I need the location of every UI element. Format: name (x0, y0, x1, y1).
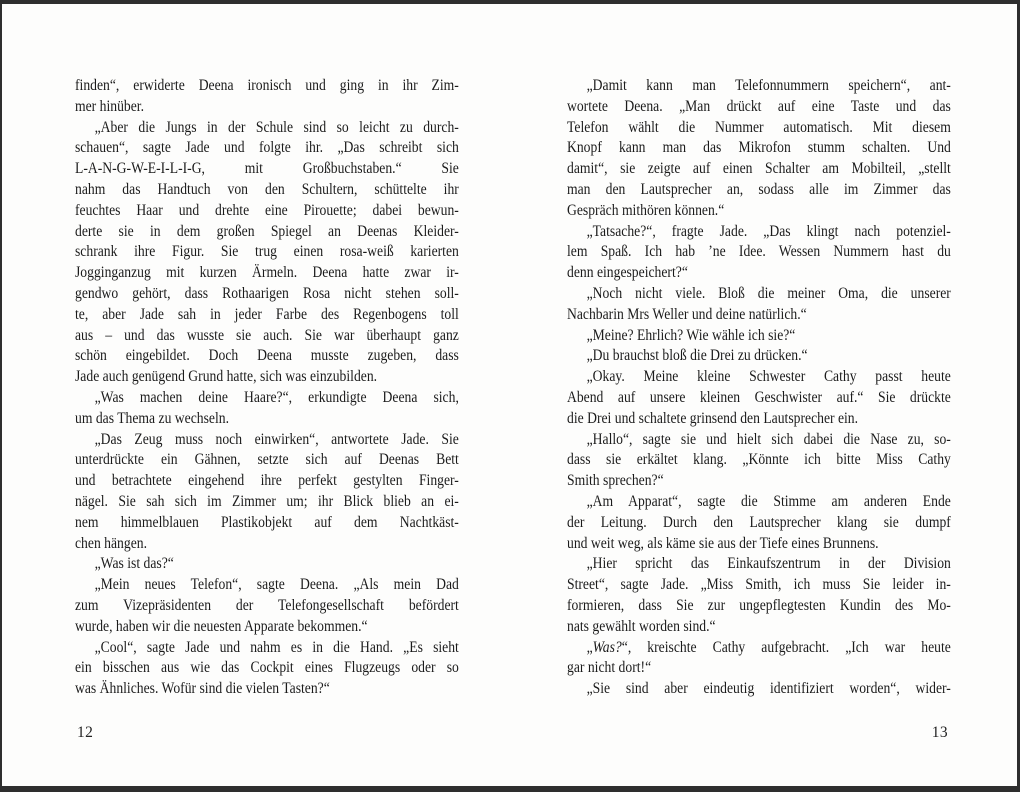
text-line: aus – und das wusste sie auch. Sie war überhaupt ganz (75, 326, 459, 347)
text-line: te, aber Jade sah in jeder Farbe des Regenbogens toll (75, 305, 459, 326)
text-line: gar nicht dort!“ (567, 658, 951, 679)
text-line: dass sie erkältet klang. „Könnte ich bitte Miss Cathy (567, 450, 951, 471)
text-line: zum Vizepräsidenten der Telefongesellschaft befördert (75, 596, 459, 617)
text-line: damit“, sie zeigte auf einen Schalter am Mobilteil, „stellt (567, 159, 951, 180)
text-line: „Hier spricht das Einkaufszentrum in der Division (567, 554, 951, 575)
text-line: Jade auch genügend Grund hatte, sich was einzubilden. (75, 367, 459, 388)
text-line: wortete Deena. „Man drückt auf eine Taste und das (567, 97, 951, 118)
text-line: schön eingebildet. Doch Deena musste zugeben, dass (75, 346, 459, 367)
text-line: und weit weg, als käme sie aus der Tiefe eines Brunnens. (567, 534, 951, 555)
text-line: Nachbarin Mrs Weller und deine natürlich.“ (567, 305, 951, 326)
text-line: „Hallo“, sagte sie und hielt sich dabei die Nase zu, so- (567, 430, 951, 451)
text-line: um das Thema zu wechseln. (75, 409, 459, 430)
text-line: „Du brauchst bloß die Drei zu drücken.“ (567, 346, 951, 367)
page-right-text-column (567, 76, 951, 700)
text-line: „Tatsache?“, fragte Jade. „Das klingt nach potenziel- (567, 222, 951, 243)
text-line: L-A-N-G-W-E-I-L-I-G, mit Großbuchstaben.“ Sie (75, 159, 459, 180)
text-line: finden“, erwiderte Deena ironisch und ging in ihr Zim- (75, 76, 459, 97)
text-line: unterdrückte ein Gähnen, setzte sich auf Deenas Bett (75, 450, 459, 471)
text-line: „Okay. Meine kleine Schwester Cathy passt heute (567, 367, 951, 388)
text-line: Smith sprechen?“ (567, 471, 951, 492)
page-left (2, 4, 510, 796)
text-line: schrank ihre Figur. Sie trug einen rosa-weiß karierten (75, 242, 459, 263)
text-line: „Sie sind aber eindeutig identifiziert worden“, wider- (567, 679, 951, 700)
text-line: ein bisschen aus wie das Cockpit eines Flugzeugs oder so (75, 658, 459, 679)
page-number-left: 12 (77, 724, 93, 742)
text-line: „Cool“, sagte Jade und nahm es in die Hand. „Es sieht (75, 638, 459, 659)
text-line: Knopf kann man das Mikrofon stumm schalten. Und (567, 138, 951, 159)
text-line: formieren, dass Sie zur ungepflegtesten Kundin des Mo- (567, 596, 951, 617)
text-line: Street“, sagte Jade. „Miss Smith, ich muss Sie leider in- (567, 575, 951, 596)
text-line: „Damit kann man Telefonnummern speichern“, ant- (567, 76, 951, 97)
text-line: „Mein neues Telefon“, sagte Deena. „Als mein Dad (75, 575, 459, 596)
text-line: man den Lautsprecher an, sodass alle im Zimmer das (567, 180, 951, 201)
text-line: feuchtes Haar und drehte eine Pirouette; dabei bewun- (75, 201, 459, 222)
text-line: Jogginganzug mit kurzen Ärmeln. Deena hatte zwar ir- (75, 263, 459, 284)
text-line: „Aber die Jungs in der Schule sind so leicht zu durch- (75, 118, 459, 139)
text-line: Telefon wählt die Nummer automatisch. Mit diesem (567, 118, 951, 139)
text-line: derte sie in dem großen Spiegel an Deenas Kleider- (75, 222, 459, 243)
text-line: der Leitung. Durch den Lautsprecher klang sie dumpf (567, 513, 951, 534)
text-line: mer hinüber. (75, 97, 459, 118)
text-line: Abend auf unsere kleinen Geschwister auf.“ Sie drückte (567, 388, 951, 409)
text-line: und betrachtete eingehend ihre perfekt gestylten Finger- (75, 471, 459, 492)
text-line: „Was machen deine Haare?“, erkundigte Deena sich, (75, 388, 459, 409)
text-line: schauen“, sagte Jade und folgte ihr. „Das schreibt sich (75, 138, 459, 159)
text-line: „Was ist das?“ (75, 554, 459, 575)
text-line: „Was?“, kreischte Cathy aufgebracht. „Ich war heute (567, 638, 951, 659)
text-line: nats gewählt worden sind.“ (567, 617, 951, 638)
page-number-right: 13 (567, 724, 948, 742)
page-left-text-column (75, 76, 459, 700)
text-line: die Drei und schaltete grinsend den Lautsprecher ein. (567, 409, 951, 430)
text-line: nägel. Sie sah sich im Zimmer um; ihr Blick blieb an ei- (75, 492, 459, 513)
text-line: denn eingespeichert?“ (567, 263, 951, 284)
text-line: nahm das Handtuch von den Schultern, schüttelte ihr (75, 180, 459, 201)
page-right (512, 4, 1020, 796)
text-line: „Noch nicht viele. Bloß die meiner Oma, die unserer (567, 284, 951, 305)
text-line: was Ähnliches. Wofür sind die vielen Tasten?“ (75, 679, 459, 700)
text-line: Gespräch mithören können.“ (567, 201, 951, 222)
text-line: „Das Zeug muss noch einwirken“, antwortete Jade. Sie (75, 430, 459, 451)
text-line: wurde, haben wir die neuesten Apparate bekommen.“ (75, 617, 459, 638)
text-line: lem Spaß. Ich hab ’ne Idee. Wessen Nummern hast du (567, 242, 951, 263)
text-line: gendwo gehört, dass Rothaarigen Rosa nicht stehen soll- (75, 284, 459, 305)
text-line: nem himmelblauen Plastikobjekt auf dem Nachtkäst- (75, 513, 459, 534)
text-line: „Am Apparat“, sagte die Stimme am anderen Ende (567, 492, 951, 513)
text-line: chen hängen. (75, 534, 459, 555)
text-line: „Meine? Ehrlich? Wie wähle ich sie?“ (567, 326, 951, 347)
